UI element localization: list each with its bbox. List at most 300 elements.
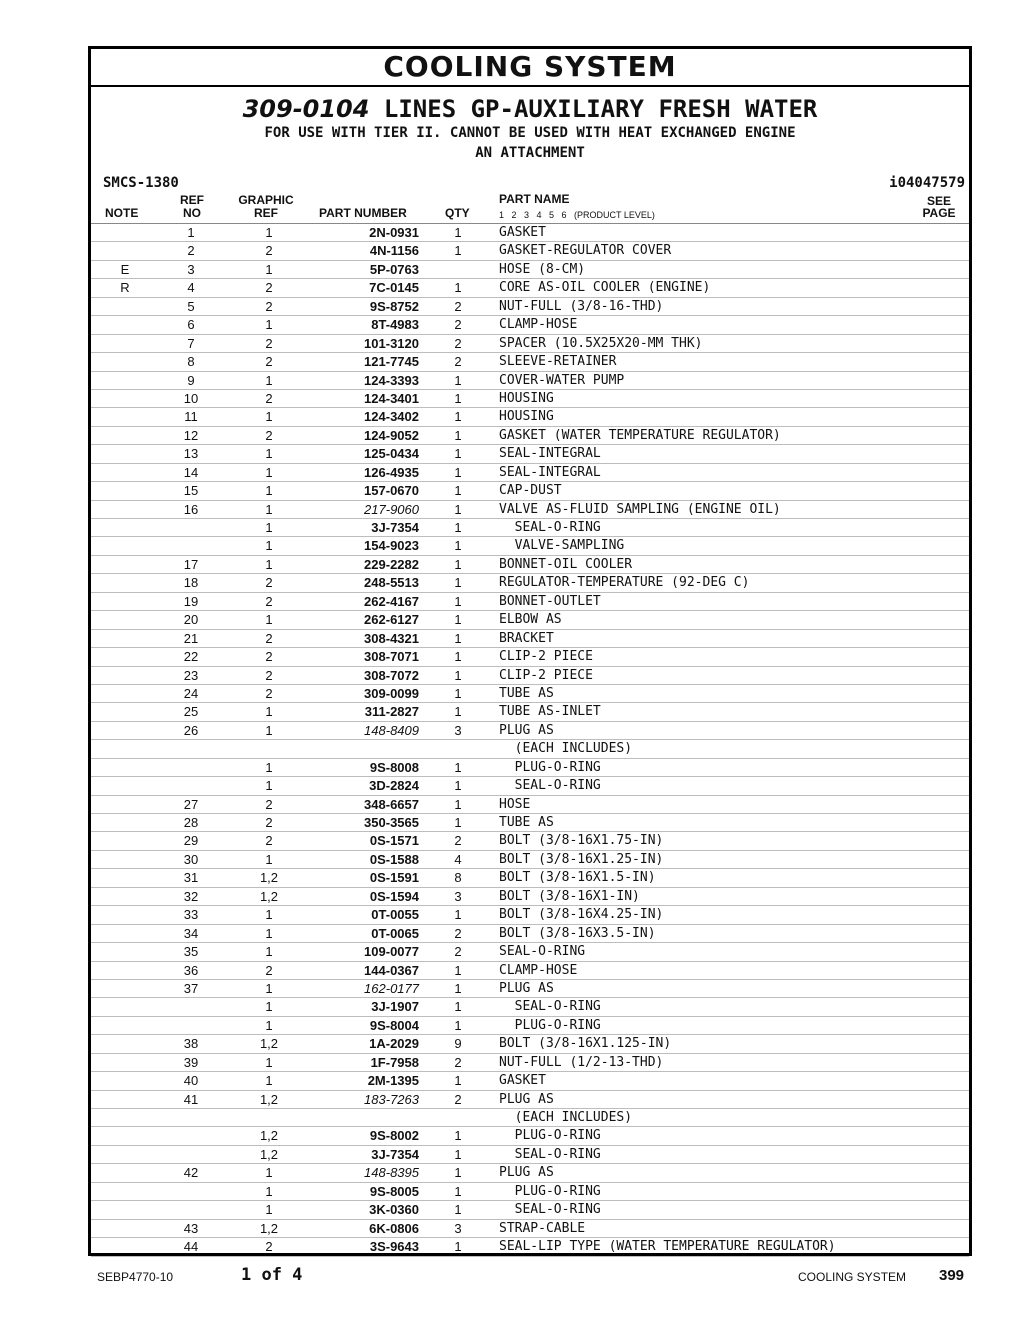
qty-cell: 1 bbox=[454, 907, 462, 923]
ref-cell: 27 bbox=[183, 796, 199, 812]
ref-cell: 36 bbox=[183, 962, 199, 978]
part-number-cell: 9S-8002 bbox=[369, 1128, 419, 1144]
graphic-ref-cell: 1 bbox=[265, 446, 273, 462]
part-name-cell: BOLT (3/8-16X1.25-IN) bbox=[499, 851, 664, 867]
ref-cell: 37 bbox=[183, 980, 199, 996]
table-row bbox=[91, 1146, 969, 1164]
part-number-cell: 7C-0145 bbox=[369, 280, 419, 296]
table-row bbox=[91, 1201, 969, 1219]
ref-cell: 7 bbox=[187, 335, 195, 351]
part-number-cell: 309-0099 bbox=[364, 685, 419, 701]
part-number-cell: 0S-1588 bbox=[369, 851, 419, 867]
qty-cell: 9 bbox=[454, 1036, 462, 1052]
part-name-cell: BOLT (3/8-16X4.25-IN) bbox=[499, 907, 664, 923]
ref-cell: 33 bbox=[183, 907, 199, 923]
part-name-cell: CLIP-2 PIECE bbox=[499, 667, 593, 683]
graphic-ref-cell: 1 bbox=[265, 261, 273, 277]
graphic-ref-cell: 1 bbox=[265, 1202, 273, 1218]
qty-cell: 1 bbox=[454, 759, 462, 775]
graphic-ref-cell: 2 bbox=[265, 630, 273, 646]
col-graphic-top: GRAPHIC bbox=[238, 193, 294, 207]
table-row bbox=[91, 703, 969, 721]
graphic-ref-cell: 1 bbox=[265, 409, 273, 425]
graphic-ref-cell: 2 bbox=[265, 243, 273, 259]
graphic-ref-cell: 1 bbox=[265, 778, 273, 794]
section-title: COOLING SYSTEM bbox=[91, 49, 969, 87]
qty-cell: 1 bbox=[454, 999, 462, 1015]
note-cell: E bbox=[120, 261, 130, 277]
info-id: i04047579 bbox=[889, 175, 965, 191]
part-name-cell: HOUSING bbox=[499, 390, 554, 406]
graphic-ref-cell: 1 bbox=[265, 483, 273, 499]
part-name-cell: STRAP-CABLE bbox=[499, 1220, 586, 1236]
part-number-cell: 162-0177 bbox=[364, 980, 419, 996]
part-name-cell: SEAL-O-RING bbox=[499, 1146, 601, 1162]
group-number: 309-0104 bbox=[242, 95, 370, 123]
table-row bbox=[91, 1017, 969, 1035]
part-number-cell: 3J-7354 bbox=[371, 1146, 419, 1162]
part-name-cell: SLEEVE-RETAINER bbox=[499, 354, 617, 370]
identifier-bar bbox=[91, 169, 969, 193]
ref-cell: 39 bbox=[183, 1054, 199, 1070]
graphic-ref-cell: 2 bbox=[265, 390, 273, 406]
table-row bbox=[91, 316, 969, 334]
table-header bbox=[91, 193, 969, 224]
part-name-cell: GASKET bbox=[499, 1073, 546, 1089]
table-row bbox=[91, 888, 969, 906]
part-number-cell: 125-0434 bbox=[364, 446, 419, 462]
graphic-ref-cell: 2 bbox=[265, 962, 273, 978]
qty-cell: 1 bbox=[454, 962, 462, 978]
ref-cell: 28 bbox=[183, 815, 199, 830]
qty-cell: 2 bbox=[454, 317, 462, 333]
ref-cell: 4 bbox=[187, 280, 195, 296]
part-number-cell: 350-3565 bbox=[364, 815, 419, 830]
table-row bbox=[91, 667, 969, 685]
qty-cell: 1 bbox=[454, 778, 462, 794]
graphic-ref-cell: 1 bbox=[265, 225, 273, 240]
part-number-cell: 124-9052 bbox=[364, 427, 419, 443]
col-note: NOTE bbox=[105, 206, 139, 220]
ref-cell: 5 bbox=[187, 298, 195, 314]
table-row bbox=[91, 980, 969, 998]
part-name-cell: VALVE AS-FLUID SAMPLING (ENGINE OIL) bbox=[499, 501, 781, 517]
ref-cell: 6 bbox=[187, 317, 195, 333]
part-number-cell: 9S-8005 bbox=[369, 1183, 419, 1199]
table-row bbox=[91, 611, 969, 629]
qty-cell: 1 bbox=[454, 390, 462, 406]
ref-cell: 40 bbox=[183, 1073, 199, 1089]
part-name-cell: NUT-FULL (1/2-13-THD) bbox=[499, 1054, 664, 1070]
part-name-cell: PLUG-O-RING bbox=[499, 759, 601, 775]
part-number-cell: 148-8409 bbox=[364, 722, 419, 738]
table-row bbox=[91, 482, 969, 500]
table-row bbox=[91, 427, 969, 445]
qty-cell: 2 bbox=[454, 925, 462, 941]
ref-cell: 44 bbox=[183, 1239, 199, 1255]
graphic-ref-cell: 1 bbox=[265, 556, 273, 572]
qty-cell: 2 bbox=[454, 1091, 462, 1107]
table-row bbox=[91, 906, 969, 924]
ref-cell: 20 bbox=[183, 612, 199, 628]
graphic-ref-cell: 1 bbox=[265, 612, 273, 628]
graphic-ref-cell: 2 bbox=[265, 796, 273, 812]
part-name-cell: TUBE AS bbox=[499, 685, 554, 701]
table-row bbox=[91, 1072, 969, 1090]
ref-cell: 24 bbox=[183, 685, 199, 701]
footer-section: COOLING SYSTEM bbox=[798, 1270, 907, 1284]
graphic-ref-cell: 2 bbox=[265, 1239, 273, 1255]
table-row bbox=[91, 464, 969, 482]
table-row bbox=[91, 685, 969, 703]
graphic-ref-cell: 2 bbox=[265, 593, 273, 609]
qty-cell: 1 bbox=[454, 1073, 462, 1089]
graphic-ref-cell: 2 bbox=[265, 280, 273, 296]
qty-cell: 2 bbox=[454, 298, 462, 314]
part-number-cell: 0S-1591 bbox=[369, 870, 419, 886]
graphic-ref-cell: 2 bbox=[265, 298, 273, 314]
part-name-cell: SEAL-LIP TYPE (WATER TEMPERATURE REGULATOR) bbox=[499, 1239, 836, 1255]
part-name-cell: HOUSING bbox=[499, 409, 554, 425]
part-number-cell: 3K-0360 bbox=[369, 1202, 419, 1218]
table-row bbox=[91, 445, 969, 463]
qty-cell: 1 bbox=[454, 685, 462, 701]
part-number-cell: 311-2827 bbox=[364, 704, 419, 720]
qty-cell: 3 bbox=[454, 888, 462, 904]
part-number-cell: 1F-7958 bbox=[370, 1054, 419, 1070]
qty-cell: 1 bbox=[454, 667, 462, 683]
part-name-cell: GASKET (WATER TEMPERATURE REGULATOR) bbox=[499, 427, 781, 443]
table-row bbox=[91, 1220, 969, 1238]
qty-cell: 1 bbox=[454, 575, 462, 591]
footer-page-number: 399 bbox=[939, 1267, 965, 1284]
part-name-cell: REGULATOR-TEMPERATURE (92-DEG C) bbox=[499, 575, 750, 591]
part-name-cell: PLUG AS bbox=[499, 722, 554, 738]
table-row bbox=[91, 1183, 969, 1201]
part-number-cell: 124-3401 bbox=[364, 390, 419, 406]
table-row bbox=[91, 298, 969, 316]
footer-page-of: 1 of 4 bbox=[241, 1265, 303, 1285]
ref-cell: 8 bbox=[187, 354, 195, 370]
table-row bbox=[91, 501, 969, 519]
table-row bbox=[91, 943, 969, 961]
part-number-cell: 348-6657 bbox=[364, 796, 419, 812]
table-row bbox=[91, 556, 969, 574]
ref-cell: 18 bbox=[183, 575, 199, 591]
graphic-ref-cell: 1 bbox=[265, 851, 273, 867]
part-name-cell: SEAL-INTEGRAL bbox=[499, 446, 601, 462]
parts-list-frame bbox=[88, 46, 972, 1256]
col-ref-top: REF bbox=[180, 193, 204, 207]
part-number-cell: 1A-2029 bbox=[369, 1036, 419, 1052]
table-row bbox=[91, 335, 969, 353]
graphic-ref-cell: 2 bbox=[265, 649, 273, 665]
part-number-cell: 126-4935 bbox=[364, 464, 419, 480]
graphic-ref-cell: 2 bbox=[265, 815, 273, 830]
ref-cell: 22 bbox=[183, 649, 199, 665]
qty-cell: 2 bbox=[454, 1054, 462, 1070]
table-row bbox=[91, 759, 969, 777]
ref-cell: 21 bbox=[183, 630, 199, 646]
col-product-level: 1 2 3 4 5 6 (PRODUCT LEVEL) bbox=[499, 210, 655, 220]
part-name-cell: BONNET-OIL COOLER bbox=[499, 556, 633, 572]
ref-cell: 15 bbox=[183, 483, 199, 499]
table-row bbox=[91, 630, 969, 648]
ref-cell: 42 bbox=[183, 1165, 199, 1181]
part-name-cell: CLAMP-HOSE bbox=[499, 317, 578, 333]
part-number-cell: 9S-8004 bbox=[369, 1017, 419, 1033]
part-number-cell: 101-3120 bbox=[364, 335, 419, 351]
qty-cell: 1 bbox=[454, 1017, 462, 1033]
graphic-ref-cell: 1 bbox=[265, 999, 273, 1015]
part-number-cell: 4N-1156 bbox=[369, 243, 419, 259]
qty-cell: 2 bbox=[454, 335, 462, 351]
part-name-cell: BOLT (3/8-16X3.5-IN) bbox=[499, 925, 656, 941]
ref-cell: 35 bbox=[183, 944, 199, 960]
part-name-cell: GASKET bbox=[499, 225, 546, 240]
qty-cell: 1 bbox=[454, 1239, 462, 1255]
part-number-cell: 262-6127 bbox=[364, 612, 419, 628]
table-row bbox=[91, 1054, 969, 1072]
part-number-cell: 109-0077 bbox=[364, 944, 419, 960]
qty-cell: 2 bbox=[454, 944, 462, 960]
qty-cell: 4 bbox=[454, 851, 462, 867]
table-row bbox=[91, 1109, 969, 1127]
table-row bbox=[91, 998, 969, 1016]
ref-cell: 26 bbox=[183, 722, 199, 738]
graphic-ref-cell: 2 bbox=[265, 833, 273, 849]
graphic-ref-cell: 1 bbox=[265, 501, 273, 517]
ref-cell: 23 bbox=[183, 667, 199, 683]
col-graphic-bottom: REF bbox=[254, 206, 278, 220]
graphic-ref-cell: 1,2 bbox=[259, 888, 279, 904]
graphic-ref-cell: 1 bbox=[265, 944, 273, 960]
col-see-top: SEE bbox=[926, 194, 951, 208]
part-name-cell: SEAL-INTEGRAL bbox=[499, 464, 601, 480]
table-row bbox=[91, 279, 969, 297]
ref-cell: 31 bbox=[183, 870, 199, 886]
ref-cell: 25 bbox=[183, 704, 199, 720]
graphic-ref-cell: 1 bbox=[265, 538, 273, 554]
qty-cell: 1 bbox=[454, 1202, 462, 1218]
qty-cell: 1 bbox=[454, 520, 462, 535]
col-part-number: PART NUMBER bbox=[319, 206, 407, 220]
ref-cell: 19 bbox=[183, 593, 199, 609]
qty-cell: 1 bbox=[454, 796, 462, 812]
table-row bbox=[91, 796, 969, 814]
table-row bbox=[91, 851, 969, 869]
part-name-cell: BRACKET bbox=[499, 630, 554, 646]
qty-cell: 1 bbox=[454, 593, 462, 609]
footer-doc-id: SEBP4770-10 bbox=[97, 1270, 174, 1284]
qty-cell: 1 bbox=[454, 556, 462, 572]
table-row bbox=[91, 832, 969, 850]
qty-cell: 2 bbox=[454, 354, 462, 370]
ref-cell: 34 bbox=[183, 925, 199, 941]
table-row bbox=[91, 261, 969, 279]
graphic-ref-cell: 1 bbox=[265, 925, 273, 941]
part-number-cell: 217-9060 bbox=[364, 501, 419, 517]
part-name-cell: VALVE-SAMPLING bbox=[499, 538, 625, 554]
part-number-cell: 248-5513 bbox=[364, 575, 419, 591]
graphic-ref-cell: 1,2 bbox=[259, 1146, 279, 1162]
graphic-ref-cell: 2 bbox=[265, 354, 273, 370]
part-number-cell: 124-3402 bbox=[364, 409, 419, 425]
qty-cell: 1 bbox=[454, 612, 462, 628]
part-number-cell: 8T-4983 bbox=[371, 317, 419, 333]
table-row bbox=[91, 353, 969, 371]
graphic-ref-cell: 1 bbox=[265, 722, 273, 738]
qty-cell: 1 bbox=[454, 1146, 462, 1162]
part-name-cell: BOLT (3/8-16X1.75-IN) bbox=[499, 833, 664, 849]
part-name-cell: BOLT (3/8-16X1-IN) bbox=[499, 888, 640, 904]
parts-table-body bbox=[91, 224, 969, 1257]
part-number-cell: 144-0367 bbox=[364, 962, 419, 978]
qty-cell: 1 bbox=[454, 225, 462, 240]
qty-cell: 1 bbox=[454, 649, 462, 665]
part-name-cell: (EACH INCLUDES) bbox=[499, 741, 633, 757]
part-number-cell: 124-3393 bbox=[364, 372, 419, 388]
table-row bbox=[91, 722, 969, 740]
table-row bbox=[91, 814, 969, 832]
part-number-cell: 3J-7354 bbox=[371, 520, 419, 535]
table-row bbox=[91, 537, 969, 555]
ref-cell: 41 bbox=[183, 1091, 199, 1107]
qty-cell: 8 bbox=[454, 870, 462, 886]
part-name-cell: (EACH INCLUDES) bbox=[499, 1110, 633, 1125]
qty-cell: 1 bbox=[454, 483, 462, 499]
group-subtitle-line-1: FOR USE WITH TIER II. CANNOT BE USED WITH HEAT EXCHANGED ENGINE bbox=[264, 125, 796, 141]
graphic-ref-cell: 1 bbox=[265, 907, 273, 923]
part-number-cell: 3D-2824 bbox=[369, 778, 419, 794]
graphic-ref-cell: 1 bbox=[265, 1017, 273, 1033]
qty-cell: 1 bbox=[454, 1183, 462, 1199]
graphic-ref-cell: 1,2 bbox=[259, 870, 279, 886]
part-number-cell: 0T-0065 bbox=[371, 925, 419, 941]
part-number-cell: 6K-0806 bbox=[369, 1220, 419, 1236]
graphic-ref-cell: 1 bbox=[265, 1165, 273, 1181]
table-row bbox=[91, 648, 969, 666]
page-footer bbox=[0, 1262, 1020, 1292]
ref-cell: 32 bbox=[183, 888, 199, 904]
qty-cell: 1 bbox=[454, 1128, 462, 1144]
ref-cell: 29 bbox=[183, 833, 199, 849]
qty-cell: 3 bbox=[454, 1220, 462, 1236]
table-row bbox=[91, 224, 969, 242]
part-number-cell: 229-2282 bbox=[364, 556, 419, 572]
graphic-ref-cell: 2 bbox=[265, 685, 273, 701]
qty-cell: 1 bbox=[454, 243, 462, 259]
ref-cell: 43 bbox=[183, 1220, 199, 1236]
table-row bbox=[91, 390, 969, 408]
ref-cell: 14 bbox=[183, 464, 199, 480]
part-number-cell: 157-0670 bbox=[364, 483, 419, 499]
ref-cell: 3 bbox=[187, 261, 195, 277]
table-row bbox=[91, 1238, 969, 1256]
qty-cell: 1 bbox=[454, 409, 462, 425]
part-number-cell: 308-7072 bbox=[364, 667, 419, 683]
qty-cell: 1 bbox=[454, 815, 462, 830]
part-number-cell: 154-9023 bbox=[364, 538, 419, 554]
part-number-cell: 121-7745 bbox=[364, 354, 419, 370]
part-number-cell: 0S-1594 bbox=[369, 888, 419, 904]
table-row bbox=[91, 1127, 969, 1145]
ref-cell: 9 bbox=[187, 372, 195, 388]
part-name-cell: CAP-DUST bbox=[499, 483, 562, 499]
graphic-ref-cell: 1 bbox=[265, 464, 273, 480]
ref-cell: 1 bbox=[187, 225, 195, 240]
ref-cell: 13 bbox=[183, 446, 199, 462]
ref-cell: 11 bbox=[184, 409, 198, 425]
qty-cell: 1 bbox=[454, 501, 462, 517]
qty-cell: 1 bbox=[454, 704, 462, 720]
part-number-cell: 2N-0931 bbox=[369, 225, 419, 240]
part-number-cell: 2M-1395 bbox=[367, 1073, 419, 1089]
part-number-cell: 0T-0055 bbox=[371, 907, 419, 923]
part-number-cell: 3S-9643 bbox=[369, 1239, 419, 1255]
part-name-cell: SEAL-O-RING bbox=[499, 778, 601, 794]
table-row bbox=[91, 962, 969, 980]
ref-cell: 10 bbox=[183, 390, 199, 406]
part-name-cell: SEAL-O-RING bbox=[499, 1202, 601, 1218]
table-row bbox=[91, 1035, 969, 1053]
part-name-cell: NUT-FULL (3/8-16-THD) bbox=[499, 298, 664, 314]
table-row bbox=[91, 925, 969, 943]
part-name-cell: SEAL-O-RING bbox=[499, 520, 601, 535]
part-number-cell: 0S-1571 bbox=[369, 833, 419, 849]
part-name-cell: CLIP-2 PIECE bbox=[499, 649, 593, 665]
part-name-cell: COVER-WATER PUMP bbox=[499, 372, 625, 388]
part-number-cell: 308-7071 bbox=[364, 649, 419, 665]
table-row bbox=[91, 1164, 969, 1182]
part-name-cell: PLUG-O-RING bbox=[499, 1017, 601, 1033]
ref-cell: 12 bbox=[183, 427, 199, 443]
qty-cell: 1 bbox=[454, 538, 462, 554]
part-name-cell: PLUG AS bbox=[499, 1091, 554, 1107]
graphic-ref-cell: 1 bbox=[265, 372, 273, 388]
part-number-cell: 3J-1907 bbox=[371, 999, 419, 1015]
table-row bbox=[91, 740, 969, 758]
graphic-ref-cell: 1,2 bbox=[259, 1128, 279, 1144]
group-title bbox=[91, 95, 969, 123]
part-name-cell: GASKET-REGULATOR COVER bbox=[499, 243, 672, 259]
qty-cell: 1 bbox=[454, 1165, 462, 1181]
part-name-cell: PLUG-O-RING bbox=[499, 1183, 601, 1199]
graphic-ref-cell: 2 bbox=[265, 667, 273, 683]
table-row bbox=[91, 372, 969, 390]
qty-cell: 1 bbox=[454, 464, 462, 480]
graphic-ref-cell: 1 bbox=[265, 759, 273, 775]
group-subtitle-line-2: AN ATTACHMENT bbox=[475, 145, 585, 161]
part-name-cell: SPACER (10.5X25X20-MM THK) bbox=[499, 335, 703, 351]
part-name-cell: PLUG AS bbox=[499, 980, 554, 996]
qty-cell: 3 bbox=[454, 722, 462, 738]
graphic-ref-cell: 2 bbox=[265, 427, 273, 443]
part-number-cell: 183-7263 bbox=[364, 1091, 419, 1107]
part-name-cell: BOLT (3/8-16X1.5-IN) bbox=[499, 870, 656, 886]
qty-cell: 1 bbox=[454, 446, 462, 462]
part-name-cell: HOSE bbox=[499, 796, 531, 812]
ref-cell: 17 bbox=[183, 556, 199, 572]
graphic-ref-cell: 2 bbox=[265, 575, 273, 591]
col-ref-bottom: NO bbox=[183, 206, 201, 220]
table-row bbox=[91, 574, 969, 592]
graphic-ref-cell: 1,2 bbox=[259, 1220, 279, 1236]
part-number-cell: 5P-0763 bbox=[369, 261, 419, 277]
qty-cell: 1 bbox=[454, 630, 462, 646]
table-row bbox=[91, 1091, 969, 1109]
part-name-cell: TUBE AS bbox=[499, 815, 554, 830]
